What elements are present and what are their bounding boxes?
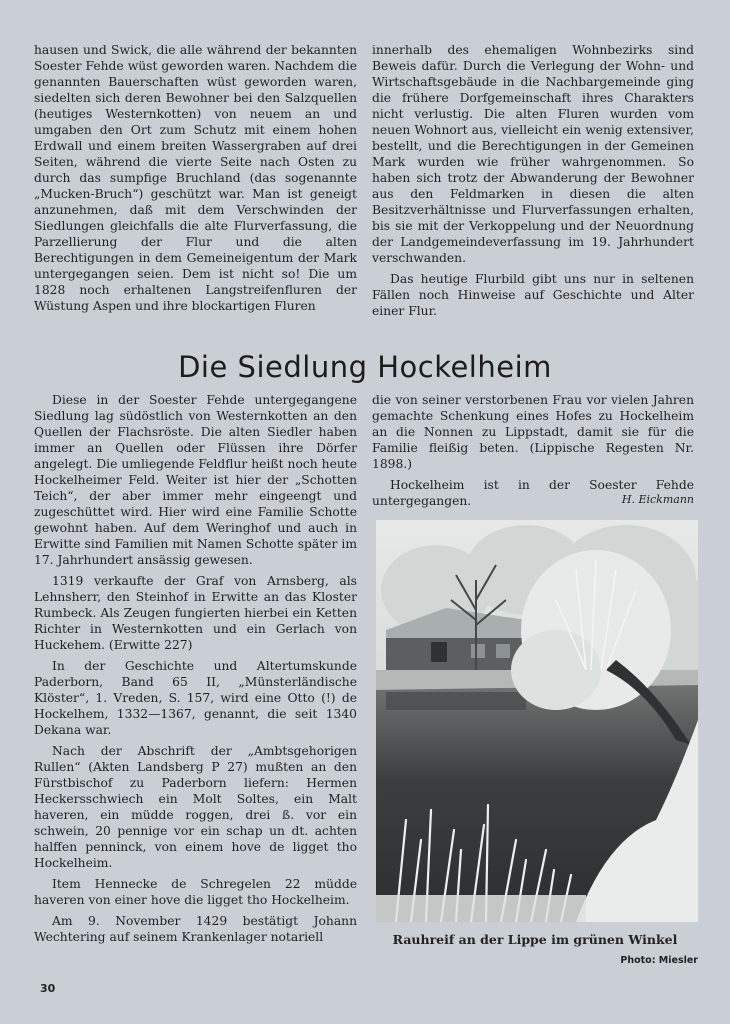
house-reflection (386, 692, 526, 710)
article-title: Die Siedlung Hockelheim (178, 350, 552, 384)
paragraph: Diese in der Soester Fehde untergegangene Siedlung lag südöstlich von Westernkotten an den Quellen der Flachsröste. Die alten Siedler haben immer an Quellen oder Flüssen ihre Dörfer angelegt. Die umliegende Feldflur heißt noch heute Hockelheimer Feld. Weiter ist hier der „Schotten Teich“, der aber immer mehr eingeengt und zugeschüttet wird. Hier wird eine Familie Schotte gewohnt haben. Auf dem Weringhof und auch in Erwitte sind Familien mit Namen Schotte später im 17. Jahrhundert ansässig gewesen. (34, 393, 357, 567)
paragraph: innerhalb des ehemaligen Wohnbezirks sind Beweis dafür. Durch die Verlegung der Wohn- und Wirtschaftsgebäude in die Nachbargemeinde ging die frühere Dorfgemeinschaft ihres Charakters nicht verlustig. Die alten Fluren wurden vom neuen Wohnort aus, vielleicht ein wenig extensiver, bestellt, und die Berechtigungen in der Gemeinen Mark wurden wie früher wahrgenommen. So haben sich trotz der Abwanderung der Bewohner aus den Feldmarken in diesen die alten Besitzverhältnisse und Flurverfassungen erhalten, bis sie mit der Verkoppelung und der Neuordnung der Landgemeindeverfassung im 19. Jahrhundert verschwanden. (372, 43, 694, 265)
paragraph: In der Geschichte und Altertumskunde Paderborn, Band 65 II, „Münsterländische Klöster“, 1. Vreden, S. 157, wird eine Otto (!) de Hockelhem, 1332—1367, genannt, die seit 1340 Dekana war. (34, 659, 357, 737)
author-name: H. Eickmann (621, 493, 694, 506)
closing-text: Hockelheim ist in der Soester Fehde untergegangen. (372, 478, 694, 508)
paragraph: Am 9. November 1429 bestätigt Johann Wechtering auf seinem Krankenlager notariell (34, 914, 357, 944)
page-number: 30 (40, 982, 56, 995)
photo-caption: Rauhreif an der Lippe im grünen Winkel (392, 932, 678, 947)
winter-photo (376, 520, 698, 922)
paragraph: 1319 verkaufte der Graf von Arnsberg, als Lehnsherr, den Steinhof in Erwitte an das Kloster Rumbeck. Als Zeugen fungierten hierbei ein Ketten Richter in Westernkotten und ein Gerlach von Huckehem. (Erwitte 227) (34, 574, 357, 652)
photo-illustration (376, 520, 698, 922)
paragraph: die von seiner verstorbenen Frau vor vielen Jahren gemachte Schenkung eines Hofes zu Hockelheim an die Nonnen zu Lippstadt, damit sie für die Familie fleißig beten. (Lippische Regesten Nr. 1898.) (372, 393, 694, 471)
paragraph: Nach der Abschrift der „Ambtsgehorigen Rullen“ (Akten Landsberg P 27) mußten an den Fürstbischof zu Paderborn liefern: Hermen Heckersschwiech ein Molt Soltes, ein Malt haveren, ein müdde roggen, drei ß. vor ein schwein, 20 pennige vor ein schap un dt. achten halffen penninck, von einem hove de ligget tho Hockelheim. (34, 744, 357, 870)
top-right-column (372, 42, 694, 319)
photo-credit: Photo: Miesler (620, 955, 698, 966)
bottom-left-column (34, 392, 357, 945)
bottom-right-column (372, 392, 694, 506)
paragraph: Item Hennecke de Schregelen 22 müdde haveren von einer hove die ligget tho Hockelheim. (34, 877, 357, 907)
paragraph: hausen und Swick, die alle während der bekannten Soester Fehde wüst geworden waren. Nachdem die genannten Bauerschaften wüst geworden waren, siedelten sich deren Bewohner bei den Salzquellen (heutiges Westernkotten) von neuem an und umgaben den Ort zum Schutz mit einem hohen Erdwall und einem breiten Wassergraben auf drei Seiten, während die vierte Seite nach Osten zu durch das sumpfige Bruchland (das sogenannte „Mucken-Bruch“) geschützt war. Man ist geneigt anzunehmen, daß mit dem Verschwinden der Siedlungen gleichfalls die alte Flurverfassung, die Parzellierung der Flur und die alten Berechtigungen in dem Gemeineigentum der Mark untergegangen seien. Dem ist nicht so! Die um 1828 noch erhaltenen Langstreifenfluren der Wüstung Aspen und ihre blockartigen Fluren (34, 43, 357, 313)
snow-foreground (376, 895, 586, 922)
paragraph: Das heutige Flurbild gibt uns nur in seltenen Fällen noch Hinweise auf Geschichte und Alter einer Flur. (372, 272, 694, 318)
top-left-column (34, 42, 357, 314)
